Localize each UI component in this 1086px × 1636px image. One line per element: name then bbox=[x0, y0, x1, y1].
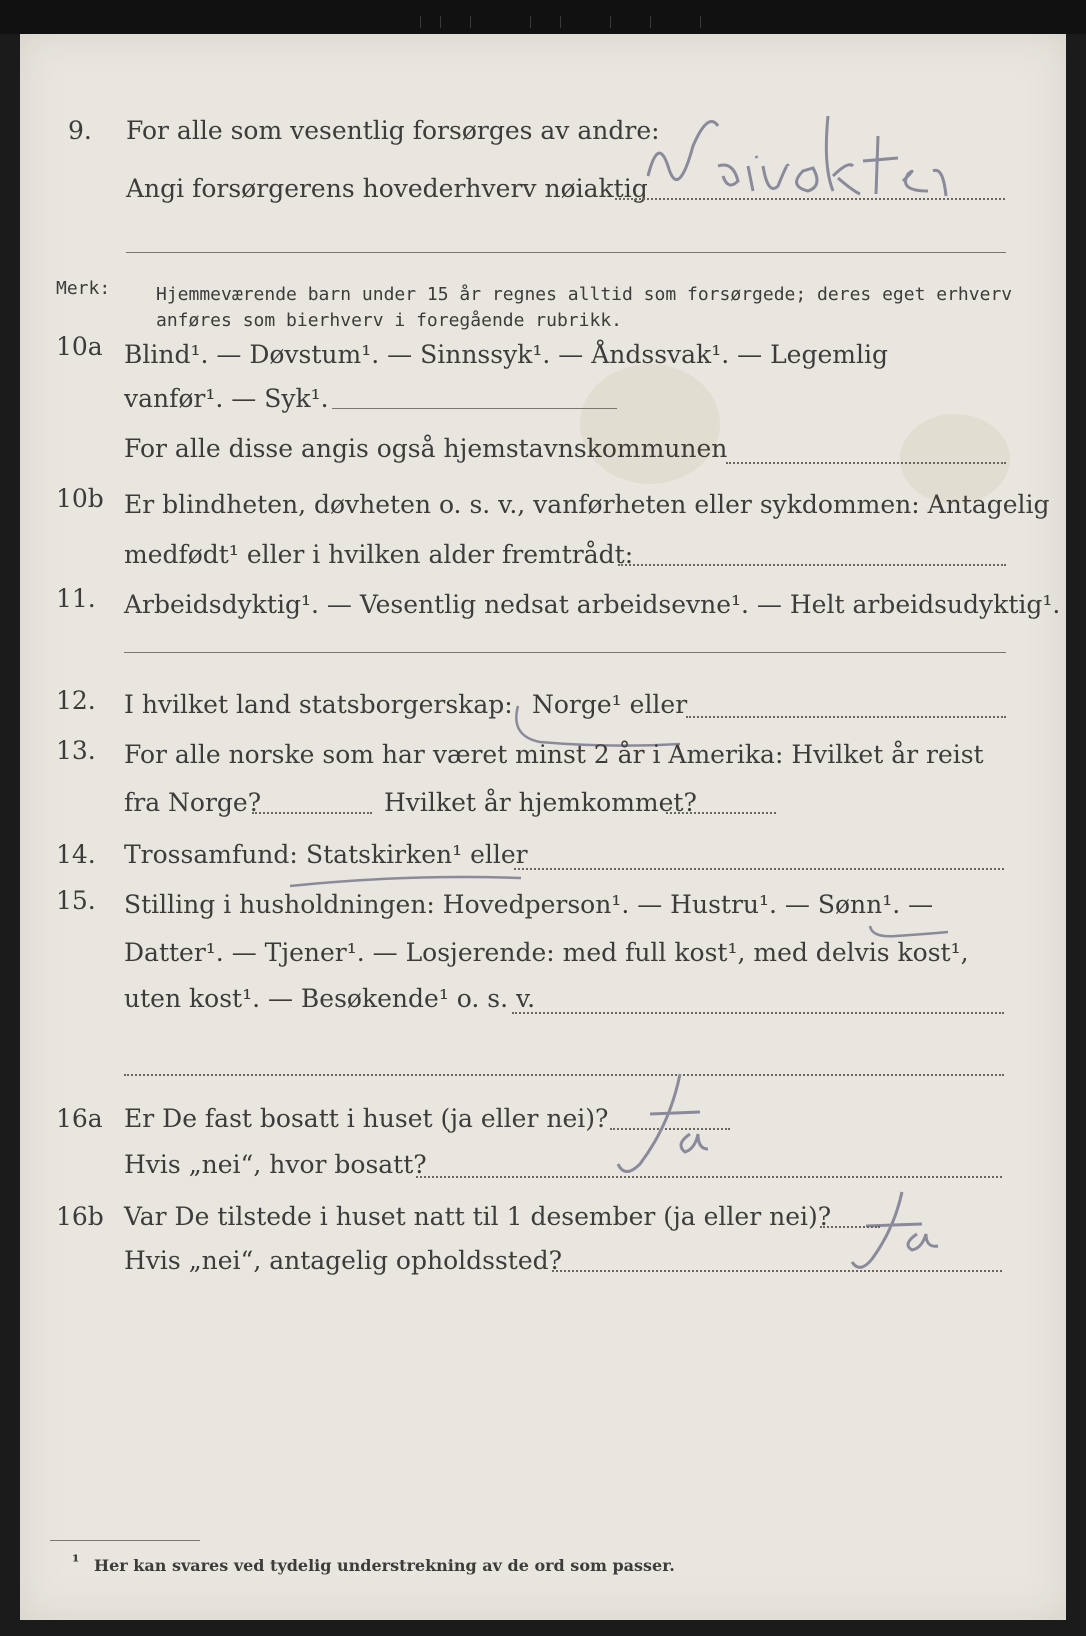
q10b-line2: medfødt¹ eller i hvilken alder fremtrådt: bbox=[124, 540, 634, 569]
q14-number: 14. bbox=[56, 840, 96, 869]
scan-top-edge bbox=[0, 0, 1086, 34]
q16b-answer-line bbox=[820, 1226, 880, 1228]
merk-text-2: anføres som bierhverv i foregående rubrikk. bbox=[156, 310, 622, 331]
q15-line1: Stilling i husholdningen: Hovedperson¹. — Hustru¹. — Sønn¹. — bbox=[124, 890, 934, 919]
q15-extra-line bbox=[124, 1074, 1004, 1076]
q14-answer-line bbox=[514, 868, 1004, 870]
q9-handwritten-answer bbox=[638, 106, 998, 220]
q13-number: 13. bbox=[56, 736, 96, 765]
q15-number: 15. bbox=[56, 886, 96, 915]
q10a-number: 10a bbox=[56, 332, 103, 361]
q10b-answer-line bbox=[618, 564, 1006, 566]
q15-line3: uten kost¹. — Besøkende¹ o. s. v. bbox=[124, 984, 536, 1013]
q11-number: 11. bbox=[56, 584, 96, 613]
q12-number: 12. bbox=[56, 686, 96, 715]
q10a-line3: For alle disse angis også hjemstavnskommunen bbox=[124, 434, 728, 463]
q10b-line1: Er blindheten, døvheten o. s. v., vanførheten eller sykdommen: Antagelig bbox=[124, 490, 1050, 519]
q9-number: 9. bbox=[68, 116, 92, 145]
q11-line1: Arbeidsdyktig¹. — Vesentlig nedsat arbeidsevne¹. — Helt arbeidsudyktig¹. bbox=[124, 590, 1061, 619]
q13-line2a: fra Norge? bbox=[124, 788, 262, 817]
merk-text-1: Hjemmeværende barn under 15 år regnes alltid som forsørgede; deres eget erhverv bbox=[156, 284, 1013, 305]
q13-line2b: Hvilket år hjemkommet? bbox=[384, 788, 697, 817]
q16b-opholdssted-line bbox=[552, 1270, 1002, 1272]
q15-answer-line bbox=[512, 1012, 1004, 1014]
q14-option-statskirken: Statskirken¹ eller bbox=[306, 840, 528, 869]
q16a-number: 16a bbox=[56, 1104, 103, 1133]
q10a-answer-line bbox=[726, 462, 1006, 464]
q9-line2: Angi forsørgerens hovederhverv nøiaktig bbox=[126, 174, 648, 203]
q13-reist-line bbox=[252, 812, 372, 814]
q10a-syk-line bbox=[332, 408, 617, 409]
q16a-bosatt-line bbox=[416, 1176, 1002, 1178]
q16b-number: 16b bbox=[56, 1202, 104, 1231]
q16a-line2: Hvis „nei“, hvor bosatt? bbox=[124, 1150, 427, 1179]
q13-hjemkommet-line bbox=[666, 812, 776, 814]
q14-line1: Trossamfund: bbox=[124, 840, 298, 869]
form-page bbox=[20, 34, 1066, 1620]
q10b-number: 10b bbox=[56, 484, 104, 513]
footnote-rule bbox=[50, 1540, 200, 1541]
q10a-line2: vanfør¹. — Syk¹. bbox=[124, 384, 329, 413]
q11-answer-line bbox=[124, 652, 1006, 653]
q16b-line1: Var De tilstede i huset natt til 1 desember (ja eller nei)? bbox=[124, 1202, 832, 1231]
q16b-handwritten-answer bbox=[832, 1184, 962, 1288]
q16b-line2: Hvis „nei“, antagelig opholdssted? bbox=[124, 1246, 563, 1275]
footnote-text: Her kan svares ved tydelig understrekning av de ord som passer. bbox=[94, 1556, 675, 1575]
q9-line1: For alle som vesentlig forsørges av andre: bbox=[126, 116, 660, 145]
q12-answer-line bbox=[686, 716, 1006, 718]
merk-label: Merk: bbox=[56, 278, 111, 299]
q16a-answer-line bbox=[610, 1128, 730, 1130]
q13-line1: For alle norske som har været minst 2 år i Amerika: Hvilket år reist bbox=[124, 740, 984, 769]
q16a-line1: Er De fast bosatt i huset (ja eller nei)? bbox=[124, 1104, 609, 1133]
q16a-handwritten-answer bbox=[600, 1064, 730, 1188]
footnote-mark: ¹ bbox=[72, 1552, 80, 1572]
q12-option-norge: Norge¹ eller bbox=[532, 690, 688, 719]
q12-line1: I hvilket land statsborgerskap: bbox=[124, 690, 513, 719]
q9-answer-line bbox=[615, 198, 1005, 200]
q10a-line1: Blind¹. — Døvstum¹. — Sinnssyk¹. — Åndssvak¹. — Legemlig bbox=[124, 340, 888, 369]
q9-separator bbox=[126, 252, 1006, 253]
q15-line2: Datter¹. — Tjener¹. — Losjerende: med full kost¹, med delvis kost¹, bbox=[124, 938, 969, 967]
